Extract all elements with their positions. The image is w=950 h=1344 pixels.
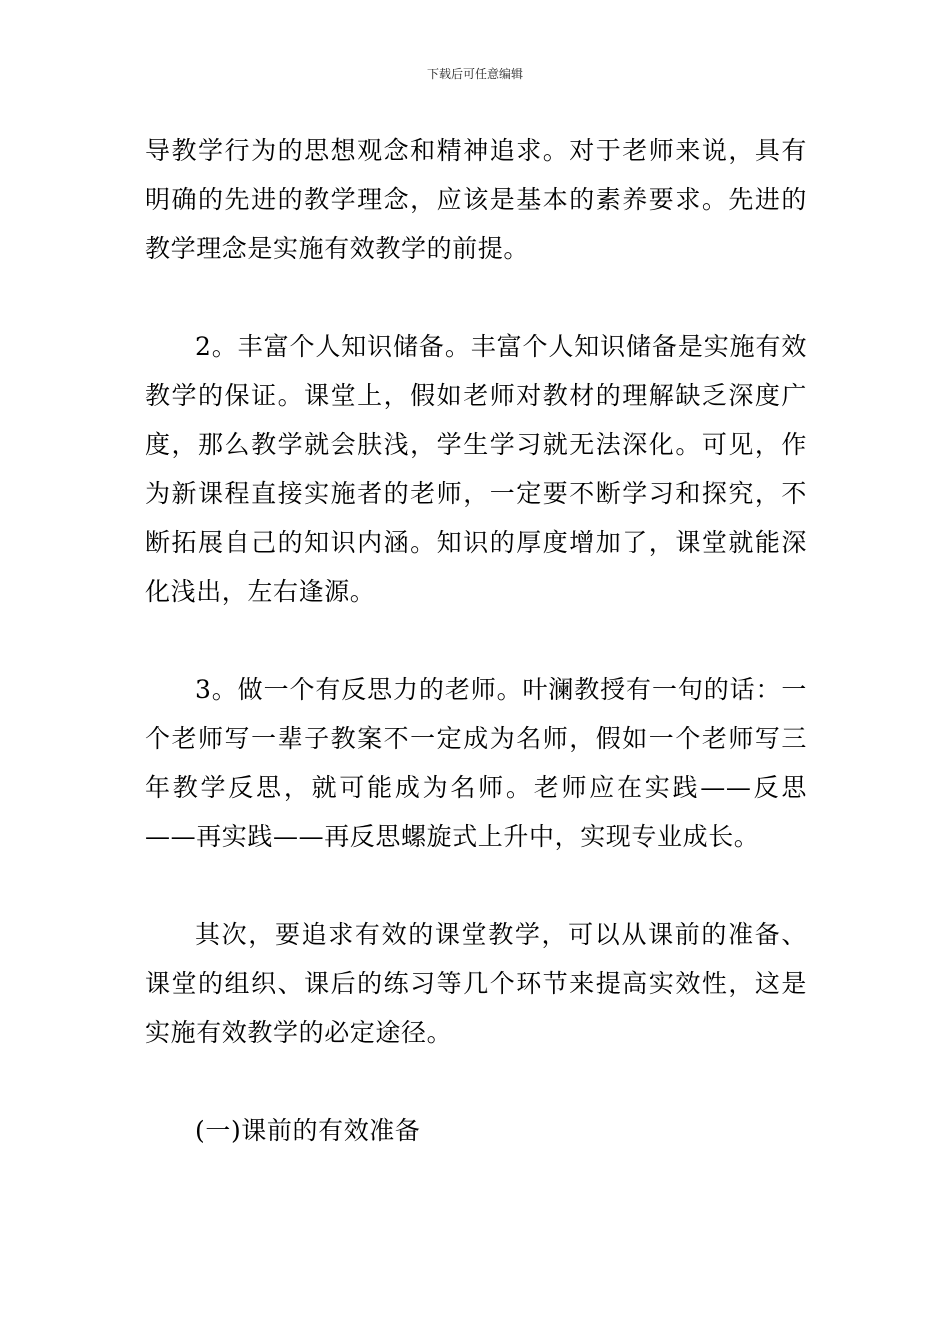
document-body [145, 126, 807, 1204]
paragraph-teaching-philosophy: 导教学行为的思想观念和精神追求。对于老师来说，具有明确的先进的教学理念，应该是基本的素养要求。先进的教学理念是实施有效教学的前提。 [145, 136, 807, 263]
paragraph-reflective-teacher: 3。做一个有反思力的老师。叶澜教授有一句的话：一个老师写一辈子教案不一定成为名师，假如一个老师写三年教学反思，就可能成为名师。老师应在实践——反思——再实践——再反思螺旋式上升中，实现专业成长。 [145, 675, 807, 851]
paragraph-effective-classroom: 其次，要追求有效的课堂教学，可以从课前的准备、课堂的组织、课后的练习等几个环节来提高实效性，这是实施有效教学的必定途径。 [145, 920, 807, 1047]
section-heading-pre-class-preparation: (一)课前的有效准备 [195, 1116, 421, 1145]
page-header: 下载后可任意编辑 [426, 67, 523, 81]
paragraph-knowledge-reserve: 2。丰富个人知识储备。丰富个人知识储备是实施有效教学的保证。课堂上，假如老师对教材的理解缺乏深度广度，那么教学就会肤浅，学生学习就无法深化。可见，作为新课程直接实施者的老师，一定要不断学习和探究，不断拓展自己的知识内涵。知识的厚度增加了，课堂就能深化浅出，左右逢源。 [145, 332, 807, 606]
